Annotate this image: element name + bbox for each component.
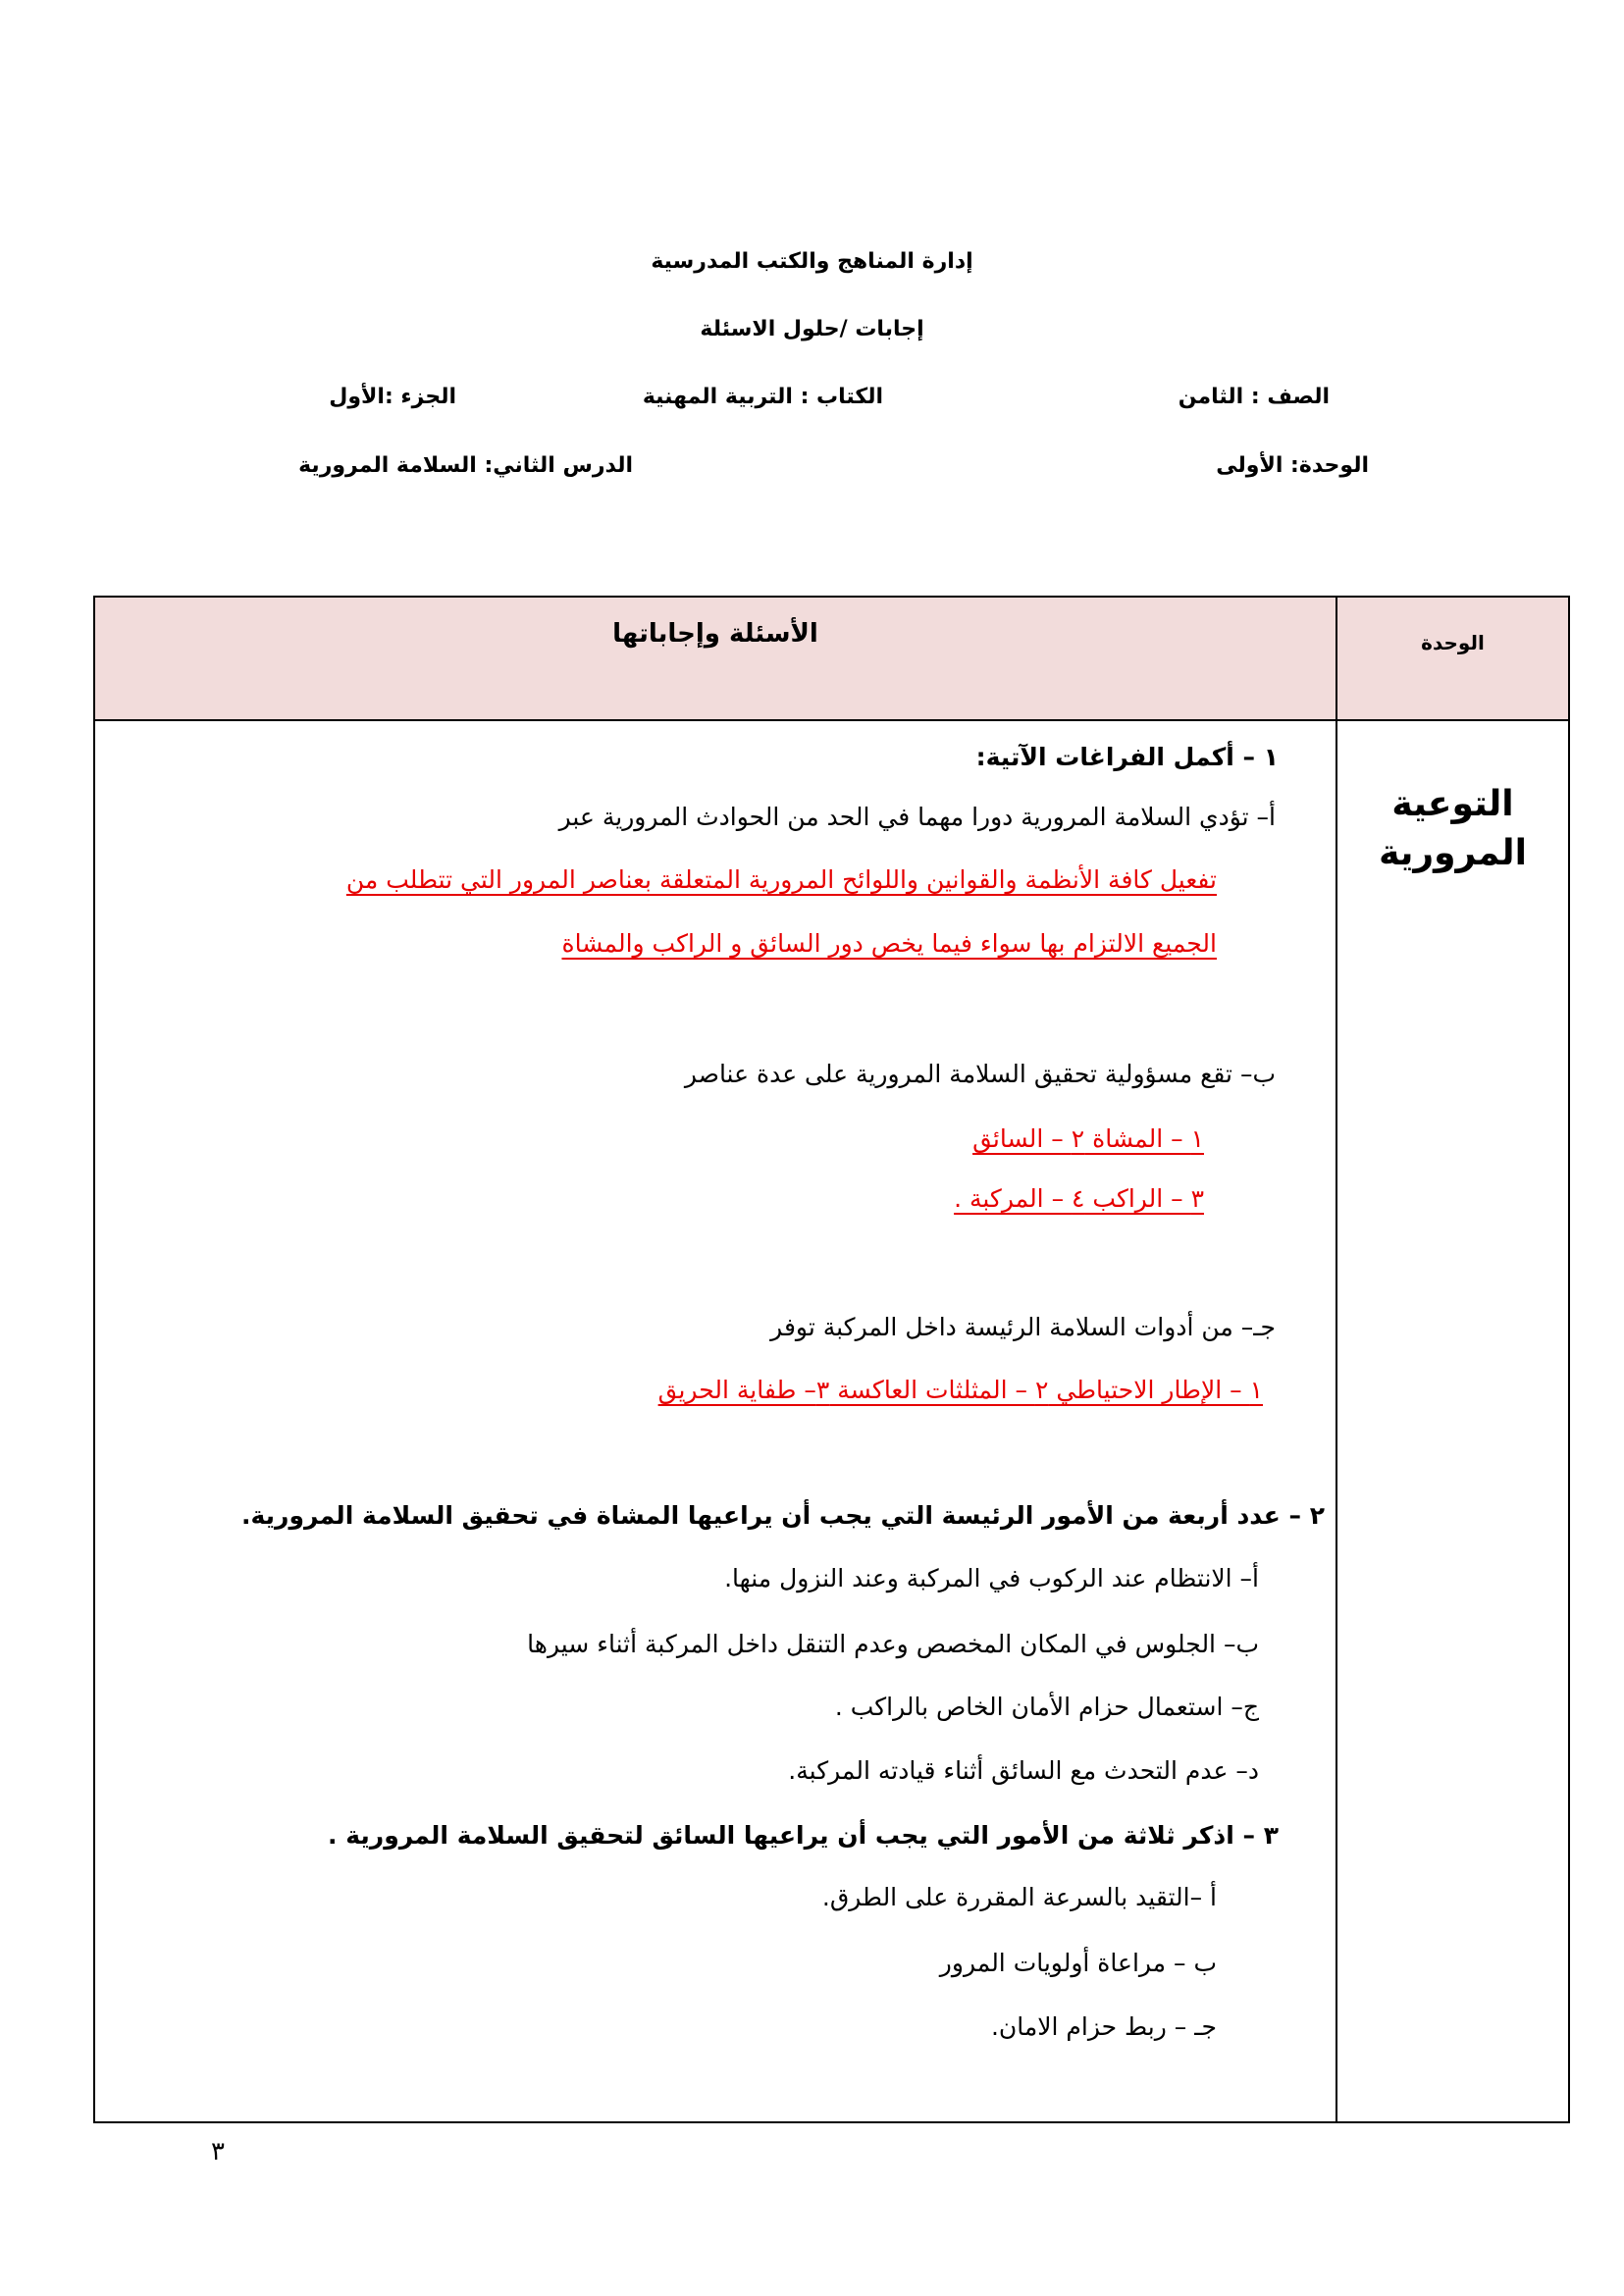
q2-item-a: أ– الانتظام عند الركوب في المركبة وعند النزول منها. <box>724 1564 1259 1592</box>
unit-name-line1: التوعية <box>1391 784 1514 824</box>
questions-column-header: الأسئلة وإجاباتها <box>94 597 1336 720</box>
q3-title: ٣ – اذكر ثلاثة من الأمور التي يجب أن يراعيها السائق لتحقيق السلامة المرورية . <box>328 1821 1279 1850</box>
q1-c-question: جـ– من أدوات السلامة الرئيسة داخل المركبة توفر <box>770 1313 1276 1341</box>
q3-item-a: أ –التقيد بالسرعة المقررة على الطرق. <box>821 1883 1217 1911</box>
unit-name-line2: المرورية <box>1379 833 1527 874</box>
q3-item-c: جـ – ربط حزام الامان. <box>990 2012 1217 2041</box>
q3-item-b: ب – مراعاة أولويات المرور <box>939 1949 1217 1977</box>
org-title: إدارة المناهج والكتب المدرسية <box>651 249 973 274</box>
q1-a-answer-line2: الجميع الالتزام بها سواء فيما يخص دور السائق و الراكب والمشاة <box>561 929 1217 958</box>
q1-c-answer: ١ – الإطار الاحتياطي ٢ – المثلثات العاكسة ٣– طفاية الحريق <box>657 1376 1263 1404</box>
q2-item-d: د– عدم التحدث مع السائق أثناء قيادته المركبة. <box>788 1756 1259 1785</box>
q1-title: ١ – أكمل الفراغات الآتية: <box>975 743 1279 771</box>
page-number: ٣ <box>211 2137 225 2166</box>
q2-item-c: ج– استعمال حزام الأمان الخاص بالراكب . <box>834 1693 1259 1721</box>
grade-label: الصف : الثامن <box>1178 385 1330 409</box>
lesson-label: الدرس الثاني: السلامة المرورية <box>298 453 633 478</box>
q1-b-question: ب– تقع مسؤولية تحقيق السلامة المرورية على عدة عناصر <box>684 1060 1276 1088</box>
unit-name-cell <box>1336 720 1569 2122</box>
q1-a-answer-line1: تفعيل كافة الأنظمة والقوانين واللوائح المرورية المتعلقة بعناصر المرور التي تتطلب من <box>345 865 1217 894</box>
q2-item-b: ب– الجلوس في المكان المخصص وعدم التنقل داخل المركبة أثناء سيرها <box>527 1630 1259 1658</box>
q1-a-question: أ– تؤدي السلامة المرورية دورا مهما في الحد من الحوادث المرورية عبر <box>558 803 1276 831</box>
q1-b-answer-line1: ١ – المشاة ٢ – السائق <box>972 1124 1204 1153</box>
part-label: الجزء :الأول <box>329 385 456 409</box>
unit-column-header: الوحدة <box>1336 597 1569 720</box>
doc-subtitle: إجابات /حلول الاسئلة <box>700 317 924 341</box>
book-label: الكتاب : التربية المهنية <box>642 385 883 409</box>
unit-label: الوحدة: الأولى <box>1216 453 1369 478</box>
q1-b-answer-line2: ٣ – الراكب ٤ – المركبة . <box>954 1184 1204 1213</box>
q2-title: ٢ – عدد أربعة من الأمور الرئيسة التي يجب أن يراعيها المشاة في تحقيق السلامة المرورية. <box>241 1501 1325 1530</box>
